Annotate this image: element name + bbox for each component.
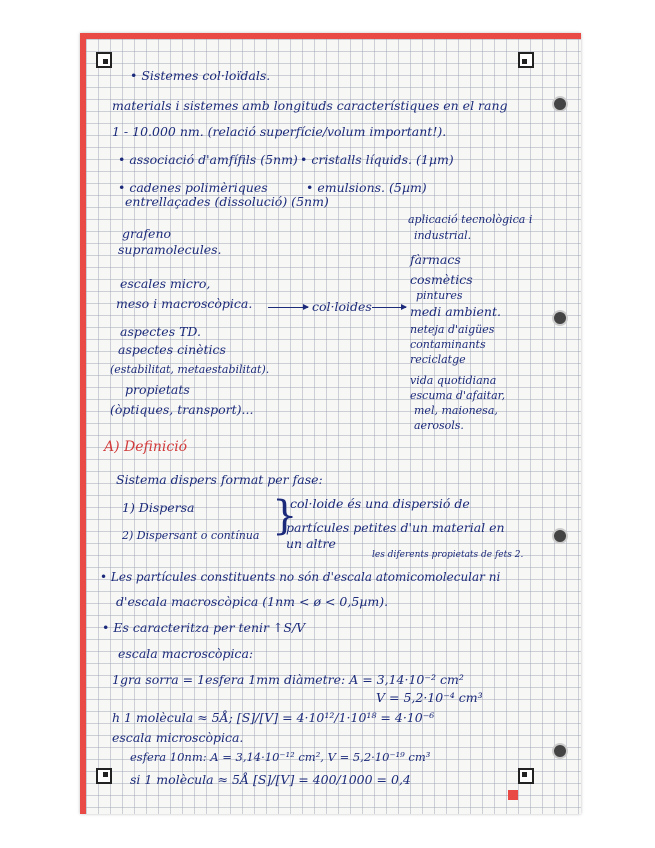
list-item: entrellaçades (dissolució) (5nm) bbox=[125, 194, 329, 209]
topic: aspectes cinètics bbox=[118, 342, 226, 357]
topic: reciclatge bbox=[410, 353, 466, 366]
binder-hole-icon bbox=[552, 96, 568, 112]
page-marker bbox=[508, 790, 518, 800]
definition-note: les diferents propietats de fets 2. bbox=[372, 550, 524, 560]
note-line: si 1 molècula ≈ 5Å [S]/[V] = 400/1000 = 0,4 bbox=[130, 772, 411, 787]
topic: vida quotidiana bbox=[410, 374, 497, 387]
topic: neteja d'aigües bbox=[410, 323, 495, 336]
topic: aspectes TD. bbox=[120, 324, 201, 339]
topic: contaminants bbox=[410, 338, 486, 351]
note-line: • Es caracteritza per tenir ↑S/V bbox=[102, 620, 306, 635]
arrow-right-icon bbox=[268, 307, 308, 308]
topic: cosmètics bbox=[410, 272, 473, 287]
topic: escales micro, bbox=[120, 276, 211, 291]
phase-item: 2) Dispersant o contínua bbox=[122, 529, 260, 542]
topic: meso i macroscòpica. bbox=[116, 296, 253, 311]
definition-lead: Sistema dispers format per fase: bbox=[116, 472, 323, 487]
list-item: • cristalls líquids. (1µm) bbox=[300, 152, 454, 167]
section-heading: A) Definició bbox=[104, 439, 188, 455]
list-item: • associació d'amfífils (5nm) bbox=[118, 152, 298, 167]
definition-text: partícules petites d'un material en bbox=[286, 520, 505, 535]
topic: (estabilitat, metaestabilitat). bbox=[110, 363, 270, 376]
list-item: • cadenes polimèriques bbox=[118, 180, 268, 195]
topic: aerosols. bbox=[414, 419, 464, 432]
note-line: escala macroscòpica: bbox=[118, 646, 254, 661]
note-line: esfera 10nm: A = 3,14·10⁻¹² cm², V = 5,2·10⁻¹⁹ cm³ bbox=[130, 750, 431, 764]
list-item: • emulsions. (5µm) bbox=[306, 180, 427, 195]
definition-text: col·loide és una dispersió de bbox=[290, 496, 470, 511]
topic: (òptiques, transport)... bbox=[110, 402, 254, 417]
topic: mel, maionesa, bbox=[414, 404, 498, 417]
corner-mark-icon bbox=[96, 768, 112, 784]
note-line: V = 5,2·10⁻⁴ cm³ bbox=[376, 690, 483, 705]
topic: escuma d'afaitar, bbox=[410, 389, 506, 402]
center-label: col·loides bbox=[312, 299, 372, 314]
notebook-page bbox=[80, 33, 581, 814]
arrow-right-icon bbox=[372, 307, 406, 308]
topic: propietats bbox=[125, 382, 190, 397]
topic: fàrmacs bbox=[410, 252, 461, 267]
topic: medi ambient. bbox=[410, 304, 501, 319]
note-line: h 1 molècula ≈ 5Å; [S]/[V] = 4·10¹²/1·10¹⁸ = 4·10⁻⁶ bbox=[112, 710, 435, 725]
binder-hole-icon bbox=[552, 743, 568, 759]
brace-icon: } bbox=[272, 493, 298, 539]
topic: supramolecules. bbox=[118, 242, 222, 257]
note-line: d'escala macroscòpica (1nm < ø < 0,5µm). bbox=[116, 594, 389, 609]
phase-item: 1) Dispersa bbox=[122, 500, 195, 515]
page-title: • Sistemes col·loïdals. bbox=[130, 68, 271, 83]
topic: industrial. bbox=[414, 229, 472, 242]
binder-hole-icon bbox=[552, 528, 568, 544]
corner-mark-icon bbox=[518, 52, 534, 68]
corner-mark-icon bbox=[96, 52, 112, 68]
note-line: escala microscòpica. bbox=[112, 730, 244, 745]
topic: grafeno bbox=[122, 226, 172, 241]
note-line: 1gra sorra = 1esfera 1mm diàmetre: A = 3,14·10⁻² cm² bbox=[112, 672, 464, 687]
intro-line: 1 - 10.000 nm. (relació superfície/volum important!). bbox=[112, 124, 447, 139]
topic: aplicació tecnològica i bbox=[408, 213, 533, 226]
topic: pintures bbox=[416, 289, 463, 302]
corner-mark-icon bbox=[518, 768, 534, 784]
binder-hole-icon bbox=[552, 310, 568, 326]
intro-line: materials i sistemes amb longituds característiques en el rang bbox=[112, 98, 508, 113]
note-line: • Les partícules constituents no són d'escala atomicomolecular ni bbox=[100, 570, 501, 584]
definition-text: un altre bbox=[286, 536, 336, 551]
